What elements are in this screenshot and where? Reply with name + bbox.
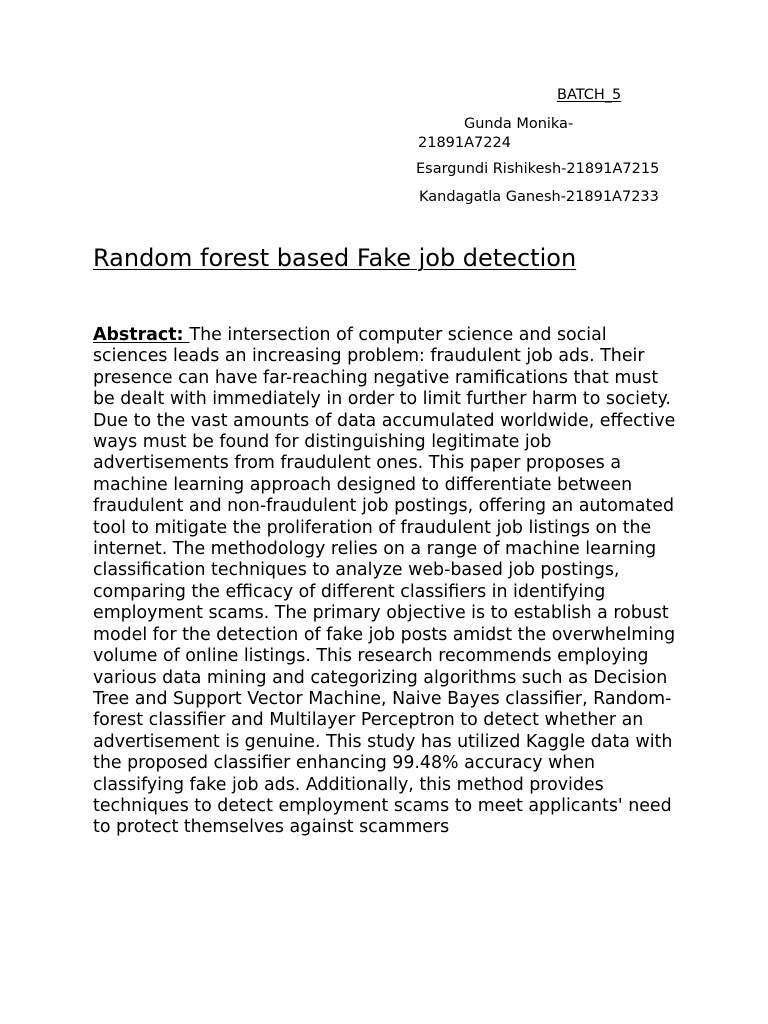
author-line xyxy=(418,115,648,153)
batch-label: BATCH_5 xyxy=(557,87,622,103)
author-line: Kandagatla Ganesh-21891A7233 xyxy=(419,189,659,205)
author-line: Esargundi Rishikesh-21891A7215 xyxy=(416,161,660,177)
abstract-paragraph xyxy=(93,325,683,839)
abstract-label: Abstract: xyxy=(93,325,190,345)
document-title: Random forest based Fake job detection xyxy=(93,244,577,272)
author-name: Gunda Monika-21891A7224 xyxy=(418,116,574,151)
abstract-text: The intersection of computer science and social sciences leads an increasing problem: fraudulent job ads. Their presence can have far-reaching negative ramifications that must be dealt with immediately in order to limit further harm to society. Due to the vast amounts of data accumulated worldwide, effective ways must be found for distinguishing legitimate job advertisements from fraudulent ones. This paper proposes a machine learning approach designed to differentiate between fraudulent and non-fraudulent job postings, offering an automated tool to mitigate the proliferation of fraudulent job listings on the internet. The methodology relies on a range of machine learning classification techniques to analyze web-based job postings, comparing the efficacy of different classifiers in identifying employment scams. The primary objective is to establish a robust model for the detection of fake job posts amidst the overwhelming volume of online listings. This research recommends employing various data mining and categorizing algorithms such as Decision Tree and Support Vector Machine, Naive Bayes classifier, Random-forest classifier and Multilayer Perceptron to detect whether an advertisement is genuine. This study has utilized Kaggle data with the proposed classifier enhancing 99.48% accuracy when classifying fake job ads. Additionally, this method provides techniques to detect employment scams to meet applicants' need to protect themselves against scammers xyxy=(93,325,676,838)
